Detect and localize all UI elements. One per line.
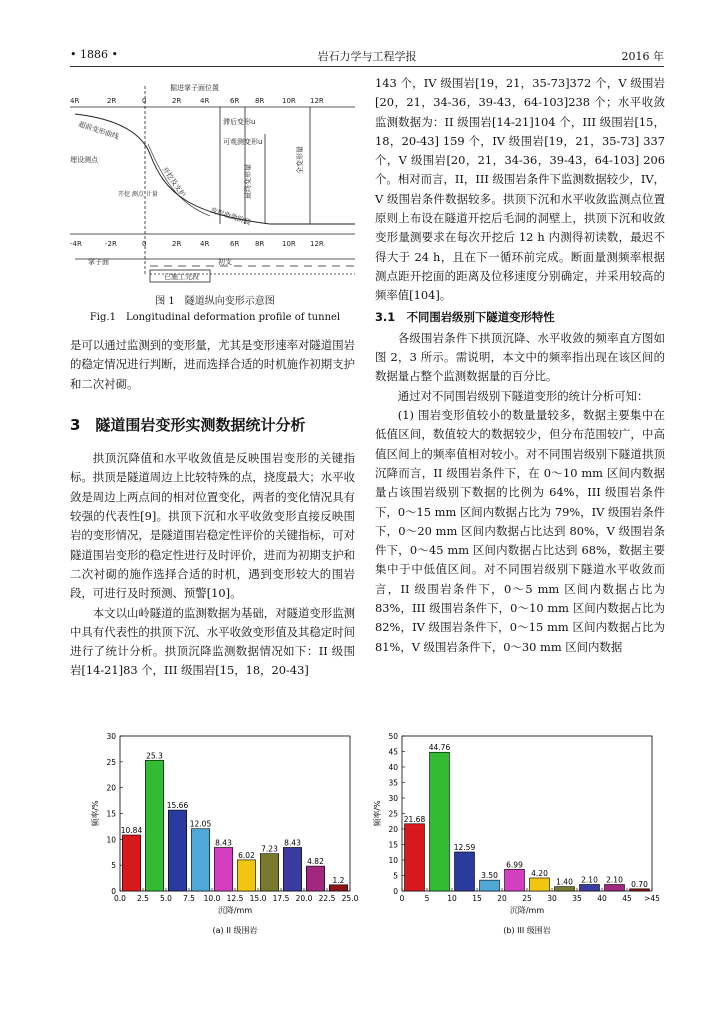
data-label: 2.10 <box>581 875 598 885</box>
bar <box>555 887 575 891</box>
tunnel-face-label: 掌子面 <box>88 258 109 266</box>
right-column <box>375 74 665 657</box>
x-tick-label: 30 <box>547 894 557 903</box>
data-label: 25.3 <box>146 751 163 761</box>
data-label: 8.43 <box>215 838 232 848</box>
section-3-heading: 3 隧道围岩变形实测数据统计分析 <box>70 415 306 434</box>
x-tick-label: 15.0 <box>249 894 267 903</box>
y-tick-label: 15 <box>106 809 116 819</box>
top-tick-1: 2R <box>107 97 117 105</box>
x-tick-label: >45 <box>644 894 660 903</box>
data-label: 12.05 <box>189 819 212 829</box>
data-label: 4.20 <box>531 868 548 878</box>
bar <box>283 847 301 891</box>
bar <box>122 835 140 891</box>
header-rule <box>70 66 664 67</box>
x-tick-label: 15 <box>472 894 482 903</box>
x-tick-label: 7.5 <box>183 894 195 903</box>
y-tick-label: 20 <box>106 783 116 793</box>
excavated-label: 已施工完段 <box>164 273 199 281</box>
pre-deform-label: 超前变形曲线 <box>77 120 120 141</box>
bar <box>260 854 278 891</box>
x-tick-label: 2.5 <box>137 894 149 903</box>
y-tick-label: 50 <box>388 732 398 741</box>
right-para-1: 各级围岩条件下拱顶沉降、水平收敛的频率直方图如图 2，3 所示。需说明，本文中的频率指出现在该区间的数据量占整个监测数据量的百分比。 <box>375 330 665 384</box>
data-label: 3.50 <box>481 871 498 881</box>
running-header <box>70 48 664 64</box>
curve-2 <box>148 144 210 216</box>
y-tick-label: 5 <box>393 871 398 881</box>
bar <box>405 824 425 891</box>
y-tick-label: 15 <box>388 840 398 850</box>
x-axis-label: 沉降/mm <box>509 906 545 915</box>
data-label: 44.76 <box>428 743 451 753</box>
x-tick-label: 5 <box>424 894 430 903</box>
data-label: 4.82 <box>307 857 324 867</box>
left-column <box>70 336 355 681</box>
data-label: 1.2 <box>332 875 345 885</box>
bottom-tick-5: 6R <box>230 240 240 248</box>
data-label: 6.02 <box>238 850 255 860</box>
bar <box>480 880 500 891</box>
ultimate-label: 最终变形量 <box>244 164 252 199</box>
section-3-1-heading: 3.1 不同围岩级别下隧道变形特性 <box>375 309 555 324</box>
bar <box>530 878 550 891</box>
bottom-tick-2: 0 <box>142 240 147 248</box>
journal-name: 岩石力学与工程学报 <box>317 50 417 63</box>
x-tick-label: 10.0 <box>203 894 221 903</box>
bar <box>168 810 186 891</box>
x-tick-label: 5.0 <box>160 894 172 903</box>
y-tick-label: 0 <box>393 887 398 896</box>
top-tick-4: 4R <box>200 97 210 105</box>
x-tick-label: 0 <box>399 894 405 903</box>
right-para-0: 143 个，IV 级围岩[19，21，35-73]372 个，V 级围岩[20，21，34-36，39-43，64-103]238 个；水平收敛监测数据为：II 级围岩[14-21]104 个，III 级围岩[15，18，20-43] 159 个，IV 级围岩[19，21，35-73] 337 个，V 级围岩[20，21，34-36，39-43，64-103] 206 个。相对而言，II，III 级围岩条件下监测数据较少，IV，V 级围岩条件数据较多。拱顶下沉和水平收敛监测点位置原则上布设在隧道开挖后毛洞的洞壁上，拱顶下沉和收敛变形量测要求在每次开挖后 12 h 内测得初读数，最迟不得大于 24 h，且在下一循环前完成。断面量测频率根据测点距开挖面的距离及位移速度分别确定，并采用较高的频率值[104]。 <box>375 76 665 303</box>
x-tick-label: 17.5 <box>272 894 290 903</box>
data-label: 7.23 <box>261 844 278 854</box>
data-label: 21.68 <box>403 814 426 824</box>
journal-year: 2016 年 <box>621 50 664 63</box>
right-para-3: (1) 围岩变形值较小的数量量较多，数据主要集中在低值区间，数值较大的数据较少，但分布范围较广，中高值区间上的频率值相对较小。对不同围岩级别下隧道拱顶沉降而言，II 级围岩条件下，在 0～10 mm 区间内数据量占该围岩级别下数据的比例为 64%，III 级围岩条件下，0～15 mm 区间内数据占比为 79%，IV 级围岩条件下，0～20 mm 区间内数据占比达到 80%，V 级围岩条件下，0～45 mm 区间内数据占比达到 68%，数据主要集中于中低值区间。对不同围岩级别下隧道水平收敛而言，II 级围岩条件下，0～5 mm 区间内数据占比为 83%，III 级围岩条件下，0～10 mm 区间内数据占比为 82%，IV 级围岩条件下，0～15 mm 区间内数据占比为 81%，V 级围岩条件下，0～30 mm 区间内数据 <box>375 408 665 654</box>
bar <box>455 852 475 891</box>
x-tick-label: 22.5 <box>318 894 336 903</box>
y-tick-label: 0 <box>111 887 116 896</box>
chart-title: (b) III 级围岩 <box>503 926 551 935</box>
data-label: 1.40 <box>556 877 573 887</box>
bar <box>306 866 324 891</box>
data-label: 6.99 <box>506 860 523 870</box>
x-tick-label: 25 <box>522 894 532 903</box>
top-tick-3: 2R <box>172 97 182 105</box>
x-tick-label: 0.0 <box>114 894 126 903</box>
bottom-tick-8: 12R <box>310 240 324 248</box>
y-tick-label: 20 <box>388 825 398 834</box>
bar <box>191 829 209 891</box>
curve2-label: 变形收敛阶段 <box>209 206 252 227</box>
left-para-2: 本文以山岭隧道的监测数据为基础，对隧道变形监测中具有代表性的拱顶下沉、水平收敛变形值及其稳定时间进行了统计分析。拱顶沉降监测数据情况如下：II 级围岩[14-21]83 个，III 级围岩[15，18，20-43] <box>70 605 355 678</box>
top-tick-5: 6R <box>230 97 240 105</box>
data-label: 8.43 <box>284 838 301 848</box>
data-label: 10.84 <box>120 825 143 835</box>
observed-label: 可观测变形u <box>223 138 263 146</box>
y-tick-label: 40 <box>388 763 398 772</box>
y-tick-label: 25 <box>388 809 398 819</box>
bottom-tick-4: 4R <box>200 240 210 248</box>
x-tick-label: 35 <box>572 894 582 903</box>
lag-label: 滞后变形u <box>223 118 256 126</box>
data-label: 2.10 <box>606 875 623 885</box>
top-tick-2: 0 <box>142 97 147 105</box>
bottom-tick-1: -2R <box>105 240 117 248</box>
y-axis-label: 频率/% <box>373 800 382 827</box>
bottom-tick-7: 10R <box>282 240 296 248</box>
x-axis-label: 沉降/mm <box>217 906 253 915</box>
bottom-tick-0: -4R <box>70 240 82 248</box>
bar <box>329 885 347 891</box>
figure-1-caption-cn: 图 1 隧道纵向变形示意图 <box>155 296 275 307</box>
x-tick-label: 45 <box>622 894 632 903</box>
bar <box>237 860 255 891</box>
y-tick-label: 10 <box>388 856 398 865</box>
x-tick-label: 40 <box>597 894 607 903</box>
bottom-tick-6: 8R <box>255 240 265 248</box>
bar <box>430 752 450 891</box>
curve1-label: 开挖及支护 <box>160 165 187 199</box>
bar <box>580 884 600 891</box>
figure-1-diagram <box>70 74 360 294</box>
y-tick-label: 30 <box>106 732 116 741</box>
top-tick-8: 12R <box>310 97 324 105</box>
y-tick-label: 35 <box>388 778 398 788</box>
bar <box>214 847 232 891</box>
y-tick-label: 25 <box>106 757 116 767</box>
free-face-label: 掘进掌子面位置 <box>170 84 219 92</box>
data-label: 12.59 <box>453 842 476 852</box>
y-tick-label: 5 <box>111 861 116 871</box>
x-tick-label: 12.5 <box>226 894 244 903</box>
x-tick-label: 20.0 <box>295 894 313 903</box>
data-label: 15.66 <box>166 801 189 811</box>
left-para-1: 拱顶沉降值和水平收敛值是反映围岩变形的关键指标。拱顶是隧道周边上比较特殊的点，挠度最大；水平收敛是周边上两点间的相对位置变化，两者的变化情况具有较强的代表性[9]。拱顶下沉和水平收敛变形直接反映围岩的变形情况，是隧道围岩稳定性评价的关键指标，可对隧道围岩变形的稳定性进行及时评价，进而为初期支护和二次衬砌的施作选择合适的时机，遇到变形较大的围岩段，可进行及时预测、预警[10]。 <box>70 451 355 601</box>
sub-label: 开挖 测点 计量 <box>118 191 158 198</box>
top-tick-6: 8R <box>255 97 265 105</box>
y-tick-label: 10 <box>106 835 116 845</box>
chart-a <box>88 728 358 943</box>
bar <box>630 889 650 891</box>
total-deform-label: 全变形量 <box>296 146 304 174</box>
left-para-0: 是可以通过监测到的变形量，尤其是变形速率对隧道围岩的稳定情况进行判断，进而选择合适的时机施作初期支护和二次衬砌。 <box>70 338 355 391</box>
x-tick-label: 25.0 <box>341 894 358 903</box>
bottom-tick-3: 2R <box>172 240 182 248</box>
x-tick-label: 20 <box>497 894 507 903</box>
y-tick-label: 45 <box>388 747 398 757</box>
chart-title: (a) II 级围岩 <box>212 926 258 935</box>
chart-b <box>370 728 660 943</box>
measure-point-label: 埋设测点 <box>70 156 98 164</box>
data-label: 0.70 <box>631 879 648 889</box>
bar <box>605 884 625 891</box>
top-tick-0: 4R <box>70 97 80 105</box>
figure-1 <box>70 74 360 294</box>
right-para-2: 通过对不同围岩级别下隧道变形的统计分析可知： <box>397 388 649 403</box>
y-axis-label: 频率/% <box>91 800 100 827</box>
top-tick-7: 10R <box>282 97 296 105</box>
y-tick-label: 30 <box>388 794 398 803</box>
page-number: • 1886 • <box>70 48 118 61</box>
figure-1-caption-en: Fig.1 Longitudinal deformation profile of tunnel <box>89 312 341 323</box>
x-tick-label: 10 <box>447 894 457 903</box>
bar <box>505 869 525 891</box>
lining-label: 初支 <box>218 258 232 266</box>
bar <box>145 760 163 891</box>
